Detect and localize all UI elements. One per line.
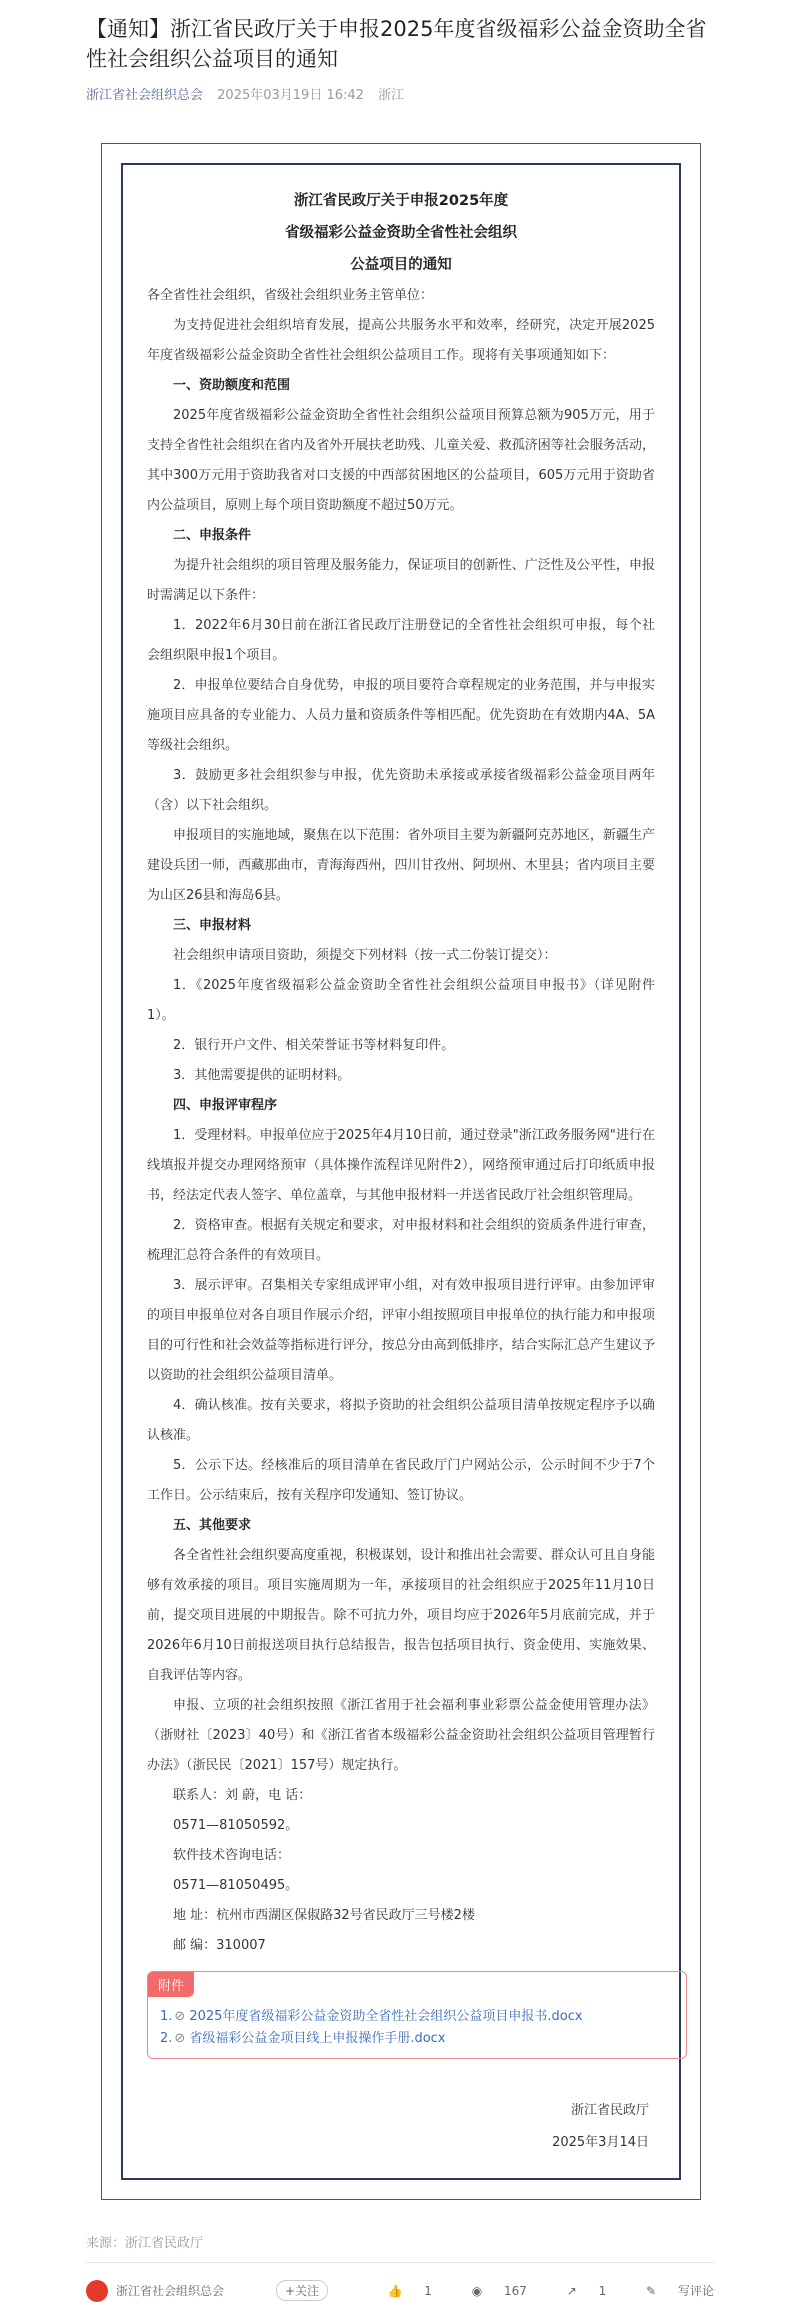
document-signature-block: [147, 2095, 655, 2159]
paragraph: 3．展示评审。召集相关专家组成评审小组，对有效申报项目进行评审。由参加评审的项目申报单位对各自项目作展示介绍，评审小组按照项目申报单位的执行能力和申报项目的可行性和社会效益等指标进行评分，按总分由高到低排序，结合实际汇总产生建议予以资助的社会组织公益项目清单。: [147, 1278, 655, 1383]
like-count: 1: [424, 2284, 432, 2298]
eye-icon: ◉: [471, 2284, 483, 2298]
share-button[interactable]: [549, 2284, 607, 2298]
document-paragraphs: [147, 281, 655, 1961]
paragraph: 2．申报单位要结合自身优势，申报的项目要符合章程规定的业务范围，并与申报实施项目应具备的专业能力、人员力量和资质条件等相匹配。优先资助在有效期内4A、5A等级社会组织。: [147, 678, 655, 753]
view-count-item: [454, 2284, 527, 2298]
publish-datetime: 2025年03月19日 16:42: [217, 88, 364, 103]
article-meta: [86, 84, 414, 103]
section-heading: 二、申报条件: [173, 528, 252, 543]
like-button[interactable]: [369, 2284, 431, 2298]
paragraph: 3．鼓励更多社会组织参与申报，优先资助未承接或承接省级福彩公益金项目两年（含）以下社会组织。: [147, 768, 655, 813]
attachment-link-2[interactable]: [160, 2028, 674, 2050]
section-heading: 三、申报材料: [173, 918, 252, 933]
section-heading: 五、其他要求: [173, 1518, 252, 1533]
signature: 浙江省民政厅: [570, 2103, 649, 2118]
paragraph: 申报项目的实施地域，聚焦在以下范围：省外项目主要为新疆阿克苏地区，新疆生产建设兵团一师，西藏那曲市，青海海西州，四川甘孜州、阿坝州、木里县；省内项目主要为山区26县和海岛6县。: [147, 828, 655, 903]
heading-line-2: 省级福彩公益金资助全省性社会组织: [285, 225, 517, 241]
attachment-name: 2025年度省级福彩公益金资助全省性社会组织公益项目申报书.docx: [189, 2009, 583, 2024]
paragraph: 申报、立项的社会组织按照《浙江省用于社会福利事业彩票公益金使用管理办法》（浙财社〔2023〕40号）和《浙江省省本级福彩公益金资助社会组织公益项目管理暂行办法》（浙民民〔2021〕157号）规定执行。: [147, 1698, 655, 1773]
signature-date: 2025年3月14日: [552, 2135, 649, 2150]
follow-button[interactable]: +关注: [276, 2280, 328, 2301]
publish-location: 浙江: [378, 88, 405, 103]
thumb-up-icon: 👍: [387, 2284, 403, 2298]
paperclip-icon: ⊘: [174, 2009, 186, 2024]
comment-label: 写评论: [677, 2284, 714, 2298]
attachment-link-1[interactable]: [160, 2006, 674, 2028]
paperclip-icon: ⊘: [174, 2031, 186, 2046]
document-frame: [101, 143, 701, 2200]
paragraph: 地 址：杭州市西湖区保俶路32号省民政厅三号楼2楼: [173, 1908, 475, 1923]
paragraph: 0571—81050592。: [173, 1818, 299, 1833]
attachments-box: [147, 1971, 687, 2059]
paragraph: 联系人：刘 蔚，电 话：: [173, 1788, 312, 1803]
engagement-stats: [351, 2282, 714, 2299]
account-name[interactable]: 浙江省社会组织总会: [116, 2284, 225, 2298]
paragraph: 5．公示下达。经核准后的项目清单在省民政厅门户网站公示，公示时间不少于7个工作日。公示结束后，按有关程序印发通知、签订协议。: [147, 1458, 655, 1503]
paragraph: 各全省性社会组织，省级社会组织业务主管单位：: [147, 288, 434, 303]
paragraph: 为提升社会组织的项目管理及服务能力，保证项目的创新性、广泛性及公平性，申报时需满足以下条件：: [147, 558, 655, 603]
paragraph: 2．资格审查。根据有关规定和要求，对申报材料和社会组织的资质条件进行审查，梳理汇总符合条件的有效项目。: [147, 1218, 655, 1263]
paragraph: 1．2022年6月30日前在浙江省民政厅注册登记的全省性社会组织可申报，每个社会组织限申报1个项目。: [147, 618, 655, 663]
author-link[interactable]: 浙江省社会组织总会: [86, 88, 204, 103]
paragraph: 社会组织申请项目资助，须提交下列材料（按一式二份装订提交）：: [173, 948, 557, 963]
paragraph: 1．受理材料。申报单位应于2025年4月10日前，通过登录"浙江政务服务网"进行在线填报并提交办理网络预审（具体操作流程详见附件2），网络预审通过后打印纸质申报书，经法定代表人签字、单位盖章，与其他申报材料一并送省民政厅社会组织管理局。: [147, 1128, 655, 1203]
attachment-index: 2.: [160, 2031, 173, 2046]
avatar[interactable]: [86, 2280, 108, 2302]
attachment-index: 1.: [160, 2009, 173, 2024]
paragraph: 软件技术咨询电话：: [173, 1848, 291, 1863]
comment-button[interactable]: [628, 2284, 714, 2298]
footer-divider: [86, 2262, 714, 2263]
document-heading: [147, 185, 655, 281]
article-source: 来源：浙江省民政厅: [86, 2236, 204, 2251]
share-icon: ↗: [566, 2284, 577, 2298]
footer-bar: [86, 2278, 714, 2300]
paragraph: 4．确认核准。按有关要求，将拟予资助的社会组织公益项目清单按规定程序予以确认核准。: [147, 1398, 655, 1443]
paragraph: 各全省性社会组织要高度重视，积极谋划，设计和推出社会需要、群众认可且自身能够有效承接的项目。项目实施周期为一年，承接项目的社会组织应于2025年11月10日前，提交项目进展的中期报告。除不可抗力外，项目均应于2026年5月底前完成，并于2026年6月10日前报送项目执行总结报告，报告包括项目执行、资金使用、实施效果、自我评估等内容。: [147, 1548, 655, 1683]
document-body: [121, 163, 681, 2180]
paragraph: 为支持促进社会组织培育发展，提高公共服务水平和效率，经研究，决定开展2025年度省级福彩公益金资助全省性社会组织公益项目工作。现将有关事项通知如下：: [147, 318, 655, 363]
paragraph: 邮 编：310007: [173, 1938, 266, 1953]
attachment-name: 省级福彩公益金项目线上申报操作手册.docx: [189, 2031, 446, 2046]
attachments-label: 附件: [148, 1972, 194, 1997]
paragraph: 0571—81050495。: [173, 1878, 299, 1893]
paragraph: 1．《2025年度省级福彩公益金资助全省性社会组织公益项目申报书》（详见附件1）。: [147, 978, 655, 1023]
paragraph: 2025年度省级福彩公益金资助全省性社会组织公益项目预算总额为905万元，用于支持全省性社会组织在省内及省外开展扶老助残、儿童关爱、救孤济困等社会服务活动，其中300万元用于资助我省对口支援的中西部贫困地区的公益项目，605万元用于资助省内公益项目，原则上每个项目资助额度不超过50万元。: [147, 408, 655, 513]
section-heading: 一、资助额度和范围: [173, 378, 291, 393]
section-heading: 四、申报评审程序: [173, 1098, 278, 1113]
heading-line-3: 公益项目的通知: [350, 257, 452, 273]
heading-line-1: 浙江省民政厅关于申报2025年度: [293, 193, 509, 209]
paragraph: 2．银行开户文件、相关荣誉证书等材料复印件。: [173, 1038, 455, 1053]
comment-icon: ✎: [646, 2284, 657, 2298]
share-count: 1: [598, 2284, 607, 2298]
view-count: 167: [504, 2284, 527, 2298]
article-title: 【通知】浙江省民政厅关于申报2025年度省级福彩公益金资助全省性社会组织公益项目的通知: [86, 17, 707, 71]
paragraph: 3．其他需要提供的证明材料。: [173, 1068, 351, 1083]
